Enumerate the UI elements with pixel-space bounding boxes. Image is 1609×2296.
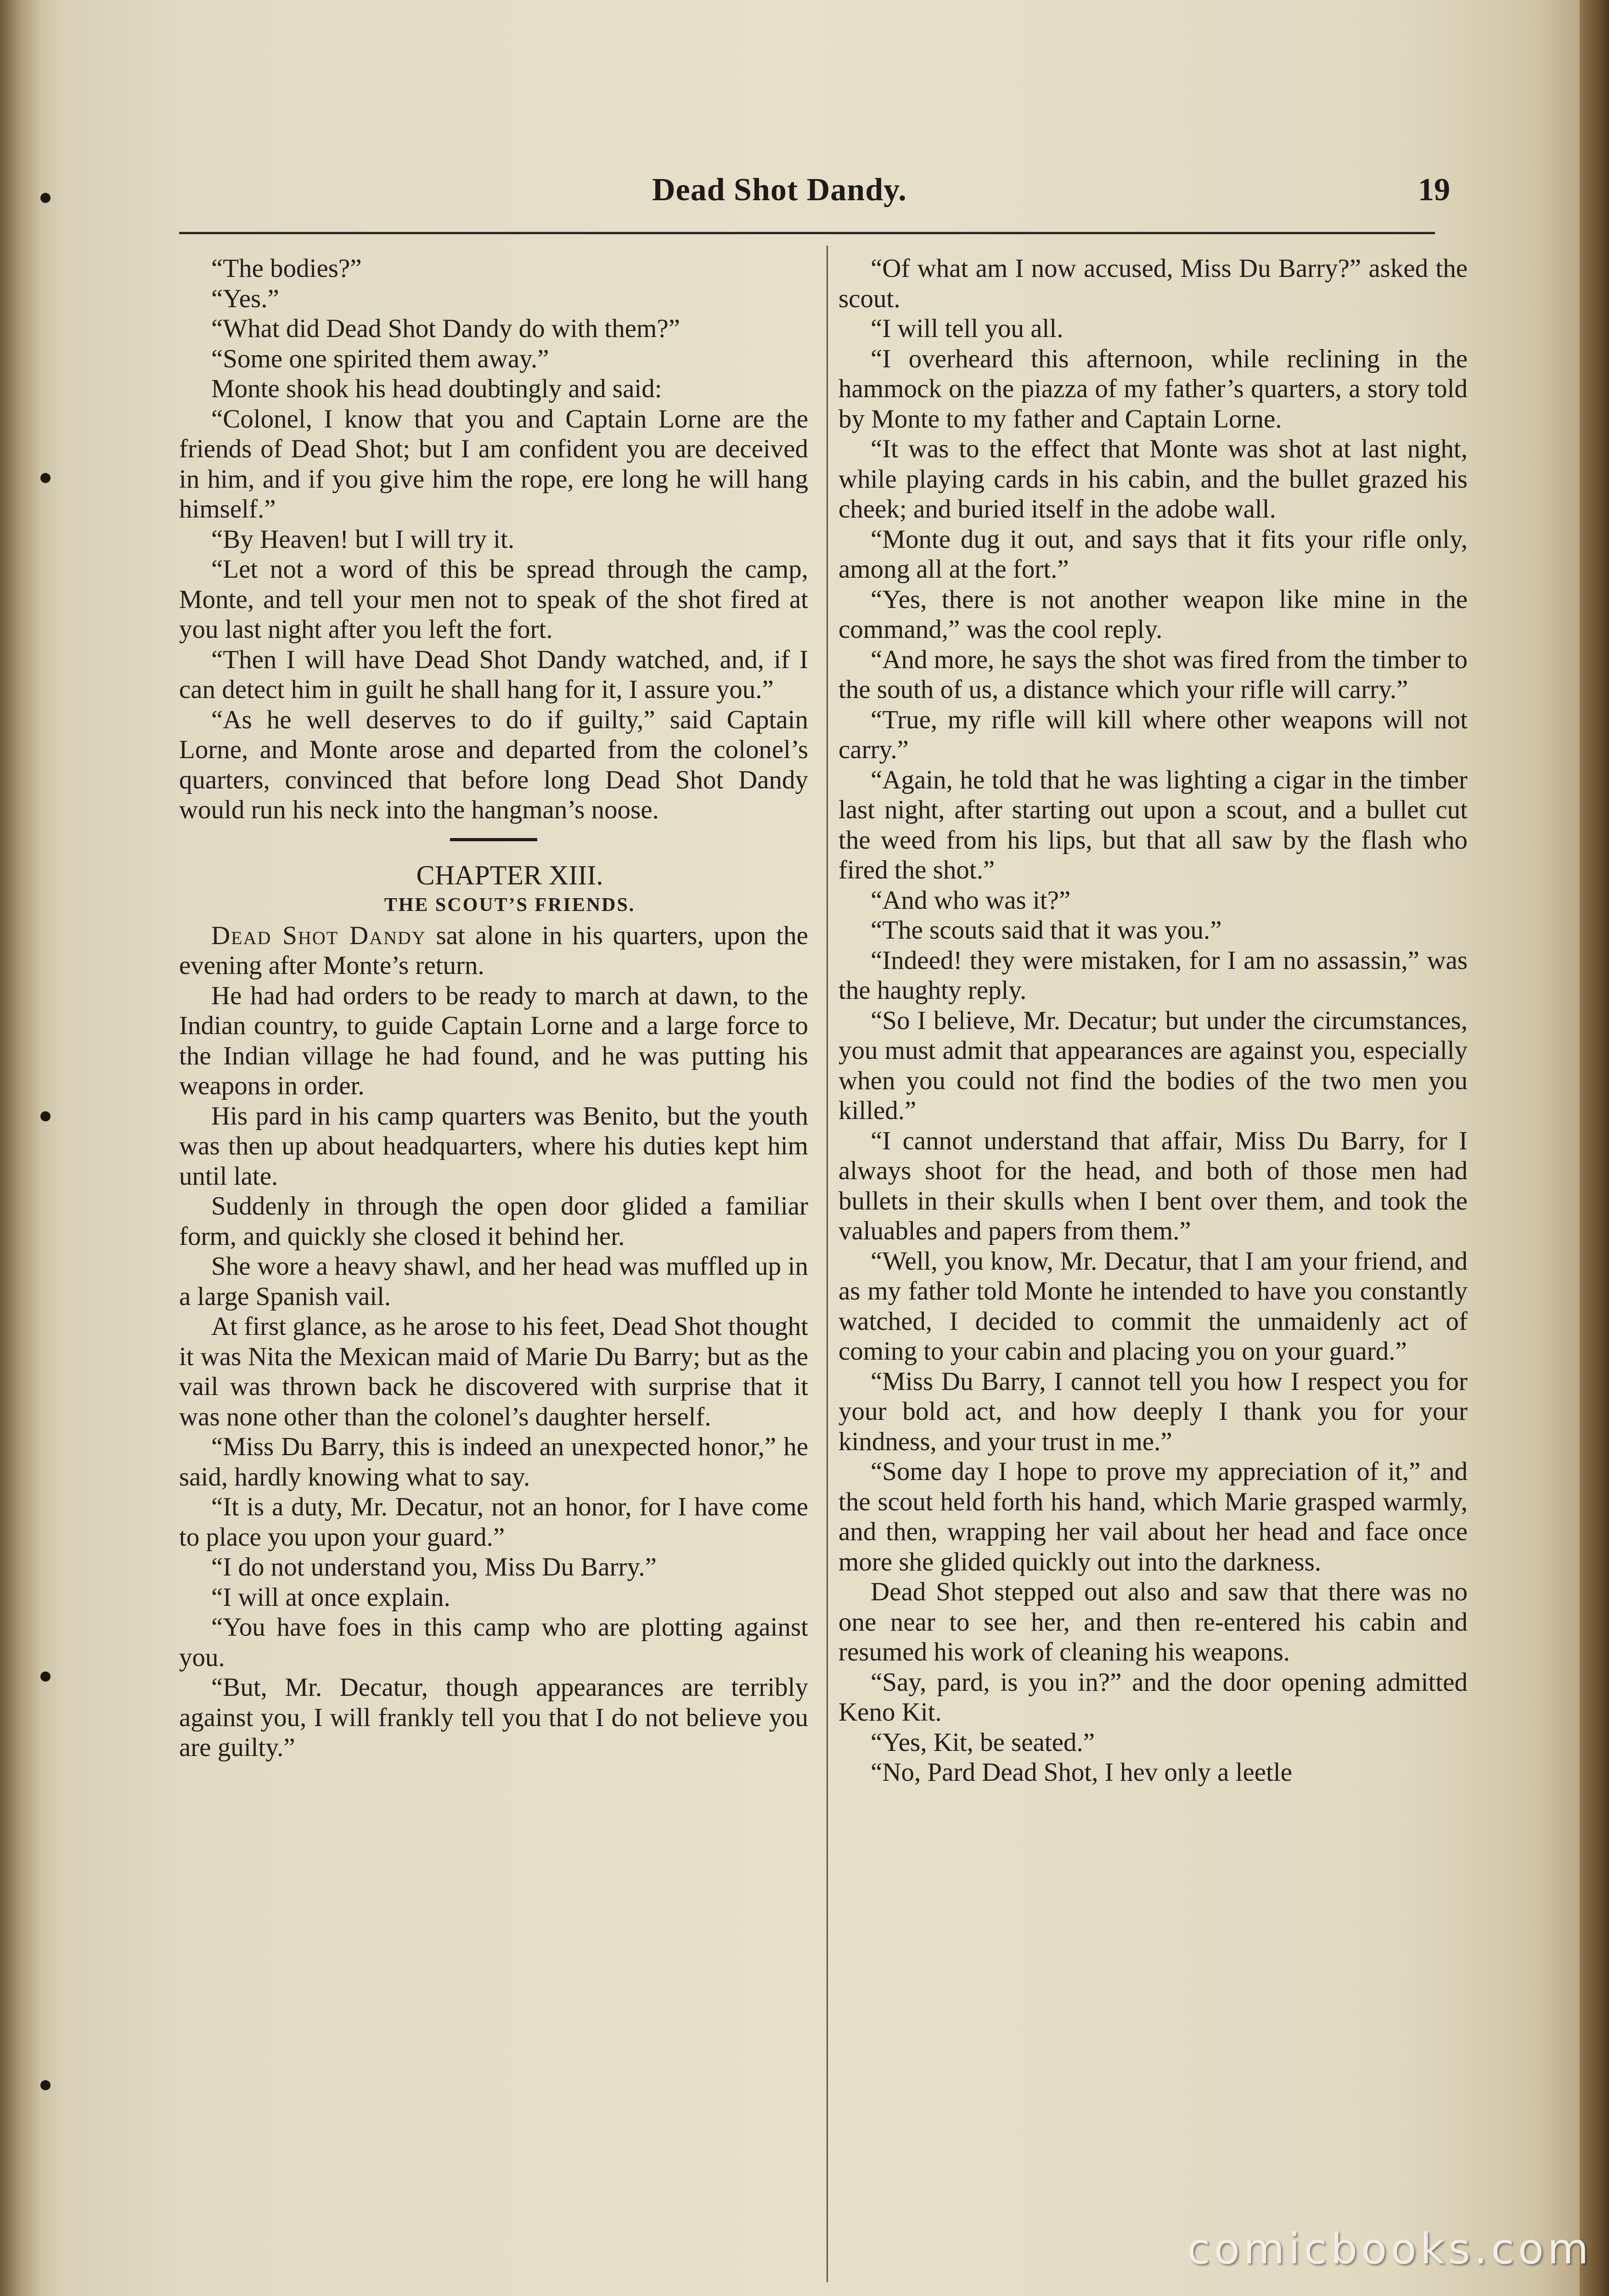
paragraph: “Indeed! they were mistaken, for I am no assassin,” was the haughty reply. <box>838 945 1468 1005</box>
paragraph: “But, Mr. Decatur, though appearances are terribly against you, I will frankly tell you that I do not believe you are guilty.” <box>179 1673 808 1762</box>
paragraph: “You have foes in this camp who are plotting against you. <box>179 1613 808 1672</box>
paragraph: “No, Pard Dead Shot, I hev only a leetle <box>871 1758 1293 1787</box>
binding-hole <box>40 193 51 203</box>
paragraph: “It is a duty, Mr. Decatur, not an honor, for I have come to place you upon your guard.” <box>179 1492 808 1552</box>
paragraph: “Again, he told that he was lighting a cigar in the timber last night, after starting out upon a scout, and a bullet cut the weed from his lips, but that all saw by the flash who fired the shot.” <box>838 765 1468 884</box>
paragraph: “Let not a word of this be spread through the camp, Monte, and tell your men not to speak of the shot fired at you last night after you left the fort. <box>179 555 808 644</box>
paragraph: “True, my rifle will kill where other weapons will not carry.” <box>838 705 1468 764</box>
paragraph: “I overheard this afternoon, while reclining in the hammock on the piazza of my father’s quarters, a story told by Monte to my father and Captain Lorne. <box>838 344 1468 433</box>
paragraph: “The bodies?” <box>211 254 362 283</box>
lead-small-caps: Dead Shot Dandy <box>211 921 426 950</box>
binding-hole <box>40 1111 51 1121</box>
chapter-opening-paragraph <box>179 921 808 981</box>
chapter-subtitle: THE SCOUT’S FRIENDS. <box>384 895 636 916</box>
paragraph: “Some one spirited them away.” <box>211 344 549 373</box>
chapter-title: CHAPTER XIII. <box>416 860 603 890</box>
binding-hole <box>40 473 51 483</box>
paragraph: “Miss Du Barry, I cannot tell you how I respect you for your bold act, and how deeply I thank you for your kindness, and your trust in me.” <box>838 1367 1468 1456</box>
paragraph: “It was to the effect that Monte was shot at last night, while playing cards in his cabin, and the bullet grazed his cheek; and buried itself in the adobe wall. <box>838 434 1468 523</box>
paragraph: She wore a heavy shawl, and her head was muffled up in a large Spanish vail. <box>179 1252 808 1311</box>
paragraph: “Say, pard, is you in?” and the door opening admitted Keno Kit. <box>838 1667 1468 1727</box>
paragraph: “What did Dead Shot Dandy do with them?” <box>211 314 680 343</box>
paragraph: His pard in his camp quarters was Benito, but the youth was then up about headquarters, where his duties kept him until late. <box>179 1101 808 1191</box>
right-column <box>838 253 1468 1788</box>
paragraph: “As he well deserves to do if guilty,” said Captain Lorne, and Monte arose and departed from the colonel’s quarters, convinced that before long Dead Shot Dandy would run his neck into the hangman’s noose. <box>179 705 808 824</box>
running-title: Dead Shot Dandy. <box>652 172 907 208</box>
paragraph: “So I believe, Mr. Decatur; but under the circumstances, you must admit that appearances are against you, especially when you could not find the bodies of the two men you killed.” <box>838 1006 1468 1125</box>
paragraph: “By Heaven! but I will try it. <box>211 524 515 554</box>
page-spine <box>0 0 41 2296</box>
paragraph: Monte shook his head doubtingly and said: <box>211 374 662 403</box>
paragraph: “Well, you know, Mr. Decatur, that I am your friend, and as my father told Monte he intended to have you constantly watched, I decided to commit the unmaidenly act of coming to your cabin and placing you on your guard.” <box>838 1246 1468 1366</box>
paragraph: Suddenly in through the open door glided a familiar form, and quickly she closed it behind her. <box>179 1192 808 1251</box>
page-edge <box>1580 0 1609 2296</box>
paragraph: “And who was it?” <box>871 885 1071 915</box>
paragraph: “Yes, Kit, be seated.” <box>871 1728 1095 1757</box>
paragraph: At first glance, as he arose to his feet, Dead Shot thought it was Nita the Mexican maid of Marie Du Barry; but as the vail was thrown back he discovered with surprise that it was none other than the colonel’s daughter herself. <box>179 1312 808 1431</box>
paragraph: “Yes, there is not another weapon like mine in the command,” was the cool reply. <box>838 585 1468 644</box>
paragraph: “I cannot understand that affair, Miss Du Barry, for I always shoot for the head, and both of those men had bullets in their skulls when I bent over them, and took the valuables and papers from them.” <box>838 1126 1468 1245</box>
binding-hole <box>40 2080 51 2090</box>
binding-hole <box>40 1671 51 1682</box>
paragraph: Dead Shot stepped out also and saw that there was no one near to see her, and then re-entered his cabin and resumed his work of cleaning his weapons. <box>838 1577 1468 1666</box>
paragraph: “Some day I hope to prove my appreciation of it,” and the scout held forth his hand, which Marie grasped warmly, and then, wrapping her vail about her head and face once more she glided quickly out into the darkness. <box>838 1457 1468 1576</box>
paragraph: “Of what am I now accused, Miss Du Barry?” asked the scout. <box>838 254 1468 313</box>
paragraph: “I will tell you all. <box>871 314 1063 343</box>
watermark-text: comicbooks.com <box>1187 2224 1592 2273</box>
paragraph: “Miss Du Barry, this is indeed an unexpected honor,” he said, hardly knowing what to say. <box>179 1432 808 1491</box>
paragraph: “Then I will have Dead Shot Dandy watched, and, if I can detect him in guilt he shall hang for it, I assure you.” <box>179 645 808 704</box>
lead-text: sat alone in his quarters, upon the evening after Monte’s return. <box>179 921 808 980</box>
paragraph: “The scouts said that it was you.” <box>871 916 1222 945</box>
page-number: 19 <box>1418 172 1450 208</box>
paragraph: He had had orders to be ready to march at dawn, to the Indian country, to guide Captain Lorne and a large force to the Indian village he had found, and he was putting his weapons in order. <box>179 981 808 1100</box>
paragraph: “I will at once explain. <box>211 1582 450 1612</box>
paragraph: “And more, he says the shot was fired from the timber to the south of us, a distance which your rifle will carry.” <box>838 645 1468 704</box>
chapter-rule <box>450 838 537 841</box>
paragraph: “I do not understand you, Miss Du Barry.” <box>211 1553 657 1581</box>
header-rule <box>179 232 1435 234</box>
column-divider <box>827 246 828 2282</box>
paragraph: “Colonel, I know that you and Captain Lorne are the friends of Dead Shot; but I am confident you are deceived in him, and if you give him the rope, ere long he will hang himself.” <box>179 404 808 523</box>
left-column <box>179 253 808 1763</box>
paragraph: “Monte dug it out, and says that it fits your rifle only, among all at the fort.” <box>838 524 1468 584</box>
paragraph: “Yes.” <box>211 284 279 313</box>
